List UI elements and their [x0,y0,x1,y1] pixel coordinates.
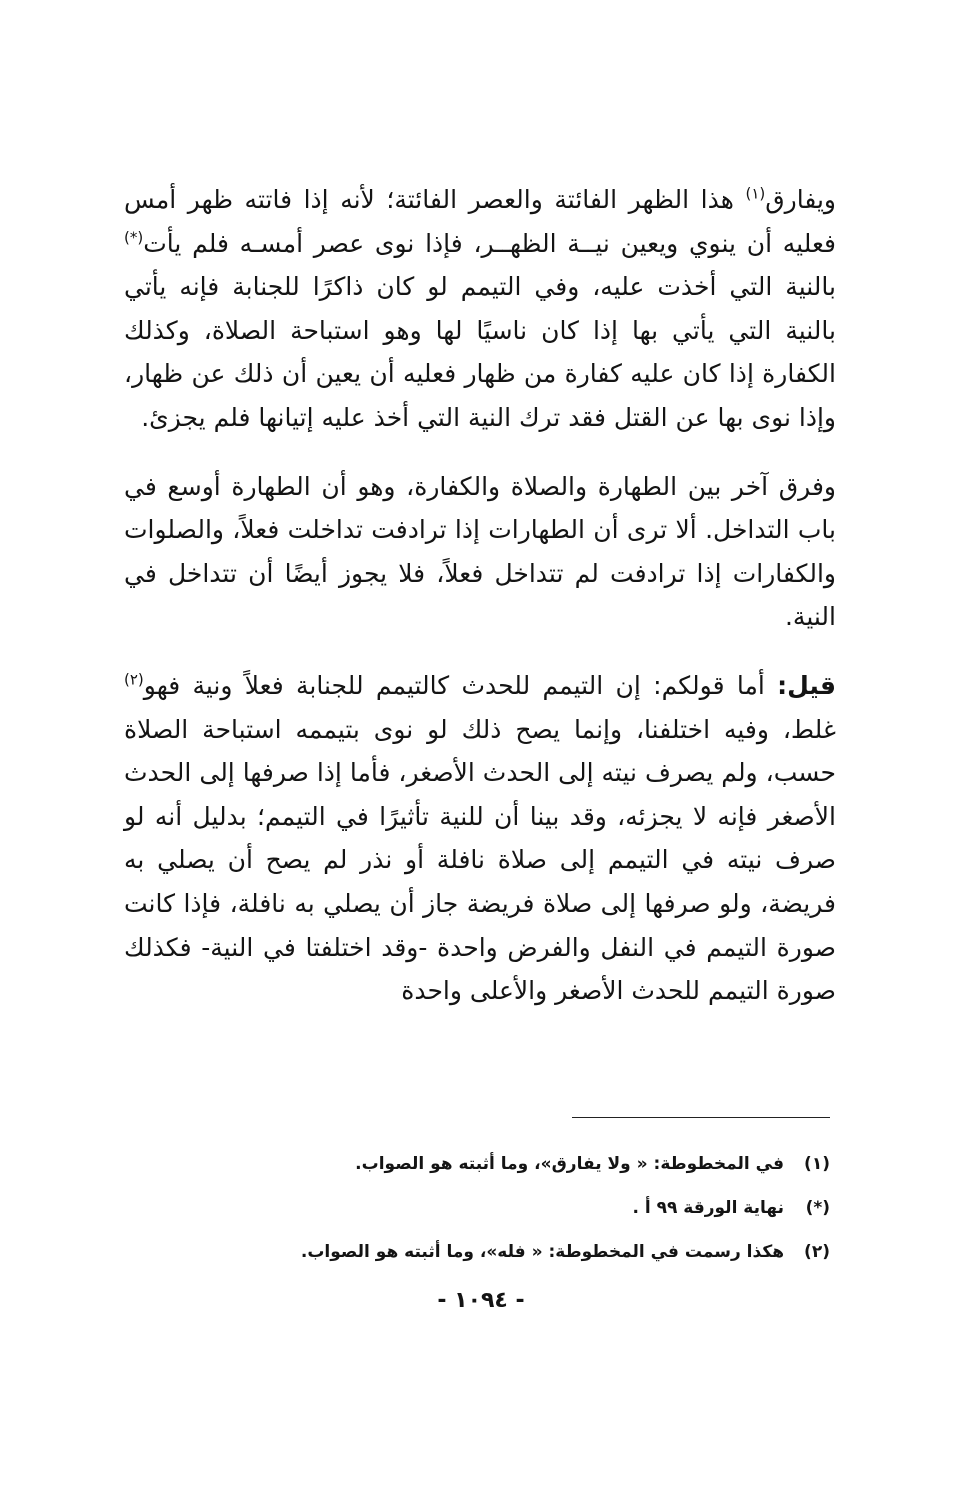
paragraph-3 [124,664,836,1013]
footnote-1 [130,1152,830,1176]
footnote-ref-2[interactable]: (٢) [124,670,144,689]
paragraph-3-end: غلط، وفيه اختلفنا، وإنما يصح ذلك لو نوى بتيممه استباحة الصلاة حسب، ولم يصرف نيته إلى الحدث الأصغر، فأما إذا صرفها إلى الحدث الأصغر فإنه لا يجزئه، وقد بينا أن للنية تأثيرًا في التيمم؛ بدليل أنه لو صرف نيته في التيمم إلى صلاة نافلة أو نذر لم يصح أن يصلي به فريضة، ولو صرفها إلى صلاة فريضة جاز أن يصلي به نافلة، فإذا كانت صورة التيمم في النفل والفرض واحدة -وقد اختلفتا في النية- فكذلك صورة التيمم للحدث الأصغر والأعلى واحدة [124,714,836,1006]
footnote-text: هكذا رسمت في المخطوطة: « فله»، وما أثبته هو الصواب. [300,1242,784,1262]
paragraph-2: وفرق آخر بين الطهارة والصلاة والكفارة، وهو أن الطهارة أوسع في باب التداخل. ألا ترى أن الطهارات إذا ترادفت تداخلت فعلاً، والصلوات والكفارات إذا ترادفت لم تتداخل فعلاً، فلا يجوز أيضًا أن تتداخل في النية. [124,471,836,632]
footnote-2 [130,1240,830,1264]
footnote-ref-star[interactable]: (*) [124,228,144,247]
footnote-mark: (*) [805,1198,830,1218]
paragraph-1-middle: هذا الظهر الفائتة والعصر الفائتة؛ لأنه إذا فاتته ظهر أمس فعليه أن ينوي ويعين نيــة الظهــر، فإذا نوى عصر أمسـه فلم يأت [124,185,836,258]
paragraph-3-lead: قيل: [777,670,836,700]
footnote-mark: (١) [804,1154,830,1174]
paragraph-1-start: ويفارق [765,185,836,214]
footnote-ref-1[interactable]: (١) [745,184,766,203]
footnote-divider [572,1117,830,1118]
paragraph-1-end: بالنية التي أخذت عليه، وفي التيمم لو كان ذاكرًا للجنابة فإنه يأتي بالنية التي يأتي بها إذا كان ناسيًا لها وهو استباحة الصلاة، وكذلك الكفارة إذا كان عليه كفارة من ظهار فعليه أن يعين أن ذلك عن ظهار، وإذا نوى بها عن القتل فقد ترك النية التي أخذ عليه إتيانها فلم يجزئ. [124,272,836,432]
footnote-text: نهاية الورقة ٩٩ أ . [632,1198,784,1218]
footnote-text: في المخطوطة: « ولا يفارق»، وما أثبته هو الصواب. [355,1154,784,1174]
footnote-star [130,1196,830,1220]
footnotes [130,1152,830,1284]
main-text [124,178,836,1038]
footnote-mark: (٢) [804,1242,830,1262]
paragraph-1 [124,178,836,440]
page-number: - ١٠٩٤ - [437,1288,525,1313]
paragraph-3-start: أما قولكم: إن التيمم للحدث كالتيمم للجنابة فعلاً ونية فهو [143,670,778,700]
